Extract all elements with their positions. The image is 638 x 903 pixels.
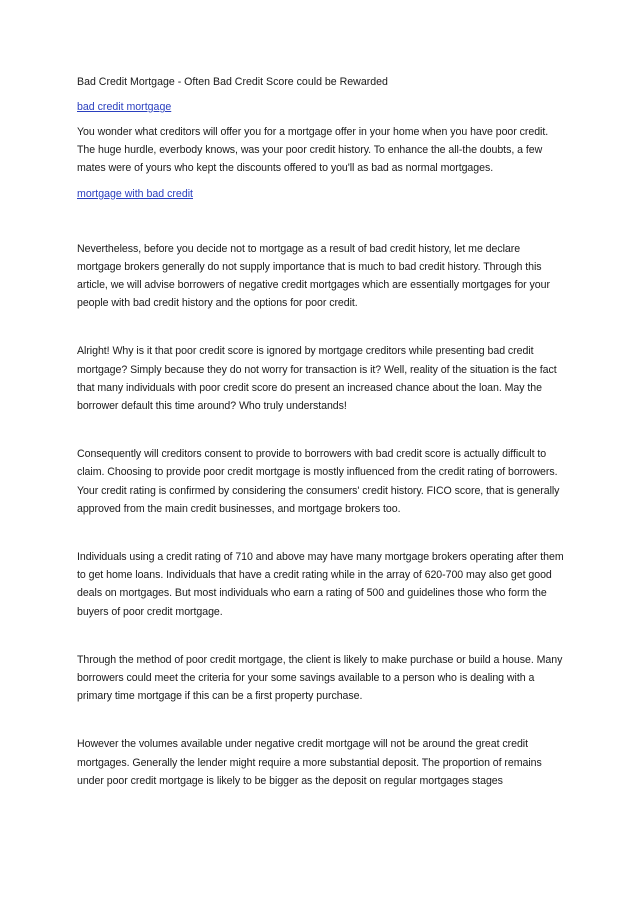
paragraph-7: However the volumes available under negative credit mortgage will not be around the great credit mortgages. Generally the lender might require a more substantial deposit. The proportion of remains under poor credit mortgage is likely to be bigger as the deposit on regular mortgages stages [77, 738, 542, 787]
spacer [77, 415, 567, 445]
document-page [77, 73, 567, 790]
spacer [77, 705, 567, 735]
spacer [77, 621, 567, 651]
spacer [77, 210, 567, 240]
bad-credit-mortgage-link[interactable]: bad credit mortgage [77, 101, 172, 113]
spacer [77, 518, 567, 548]
paragraph-4: Consequently will creditors consent to provide to borrowers with bad credit score is actually difficult to claim. Choosing to provide poor credit mortgage is mostly influenced from the credit rating of borrowers. Your credit rating is confirmed by considering the consumers' credit history. FICO score, that is generally approved from the main credit businesses, and mortgage brokers too. [77, 448, 560, 515]
document-title: Bad Credit Mortgage - Often Bad Credit Score could be Rewarded [77, 76, 388, 88]
paragraph-2: Nevertheless, before you decide not to mortgage as a result of bad credit history, let me declare mortgage brokers generally do not supply importance that is much to bad credit history. Through this article, we will advise borrowers of negative credit mortgages which are essentially mortgages for your people with bad credit history and the options for poor credit. [77, 242, 550, 310]
mortgage-with-bad-credit-link[interactable]: mortgage with bad credit [77, 187, 194, 200]
paragraph-5: Individuals using a credit rating of 710 and above may have many mortgage brokers operating after them to get home loans. Individuals that have a credit rating while in the array of 620-700 may also get good deals on mortgages. But most individuals who earn a rating of 500 and guidelines those who form the buyers of poor credit mortgage. [77, 551, 564, 618]
spacer [77, 312, 567, 342]
paragraph-1: You wonder what creditors will offer you for a mortgage offer in your home when you have poor credit. The huge hurdle, everbody knows, was your poor credit history. To enhance the all-the doubts, a few mates were of yours who kept the discounts offered to you'll as bad as normal mortgages. [77, 126, 549, 175]
paragraph-3: Alright! Why is it that poor credit score is ignored by mortgage creditors while presenting bad credit mortgage? Simply because they do not worry for transaction is it? Well, reality of the situation is the fact that many individuals with poor credit score do present an increased chance about the loan. May the borrower default this time around? Who truly understands! [77, 345, 557, 413]
spacer [77, 178, 567, 185]
paragraph-6: Through the method of poor credit mortgage, the client is likely to make purchase or build a house. Many borrowers could meet the criteria for your some savings available to a person who is dealing with a primary time mortgage if this can be a first property purchase. [77, 653, 563, 703]
